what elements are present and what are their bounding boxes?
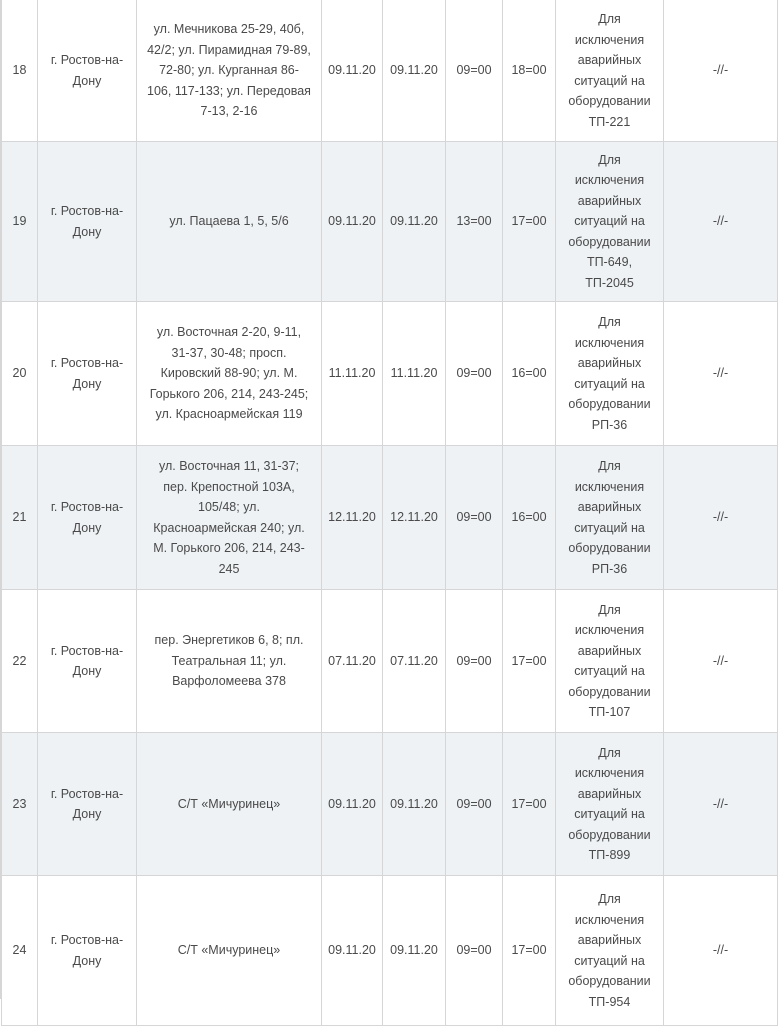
note-cell: -//- xyxy=(664,590,778,733)
time-start-cell: 09=00 xyxy=(446,0,503,142)
date-end-cell: 09.11.20 xyxy=(383,733,446,876)
time-end-cell: 18=00 xyxy=(503,0,556,142)
time-start-cell: 09=00 xyxy=(446,302,503,446)
address-cell: ул. Восточная 11, 31-37; пер. Крепостной 103А, 105/48; ул. Красноармейская 240; ул. М. Горького 206, 214, 243-245 xyxy=(137,446,322,590)
address-cell: ул. Пацаева 1, 5, 5/6 xyxy=(137,142,322,302)
address-cell: С/Т «Мичуринец» xyxy=(137,733,322,876)
city-cell: г. Ростов-на-Дону xyxy=(38,446,137,590)
table-row xyxy=(2,733,778,876)
table-row xyxy=(2,142,778,302)
city-cell: г. Ростов-на-Дону xyxy=(38,876,137,1026)
date-end-cell: 09.11.20 xyxy=(383,876,446,1026)
date-end-cell: 11.11.20 xyxy=(383,302,446,446)
time-start-cell: 09=00 xyxy=(446,446,503,590)
date-end-cell: 12.11.20 xyxy=(383,446,446,590)
city-cell: г. Ростов-на-Дону xyxy=(38,590,137,733)
row-number: 24 xyxy=(2,876,38,1026)
address-cell: ул. Мечникова 25-29, 40б, 42/2; ул. Пирамидная 79-89, 72-80; ул. Курганная 86-106, 117-133; ул. Передовая 7-13, 2-16 xyxy=(137,0,322,142)
reason-cell: Для исключения аварийных ситуаций на оборудовании РП-36 xyxy=(556,302,664,446)
time-start-cell: 13=00 xyxy=(446,142,503,302)
reason-cell: Для исключения аварийных ситуаций на оборудовании РП-36 xyxy=(556,446,664,590)
note-cell: -//- xyxy=(664,302,778,446)
outage-schedule-table xyxy=(1,0,778,1026)
note-cell: -//- xyxy=(664,446,778,590)
date-start-cell: 07.11.20 xyxy=(322,590,383,733)
time-start-cell: 09=00 xyxy=(446,733,503,876)
reason-cell: Для исключения аварийных ситуаций на оборудовании ТП-954 xyxy=(556,876,664,1026)
table-row xyxy=(2,446,778,590)
row-number: 20 xyxy=(2,302,38,446)
time-end-cell: 17=00 xyxy=(503,876,556,1026)
time-end-cell: 17=00 xyxy=(503,733,556,876)
table-row xyxy=(2,590,778,733)
note-cell: -//- xyxy=(664,0,778,142)
row-number: 19 xyxy=(2,142,38,302)
city-cell: г. Ростов-на-Дону xyxy=(38,0,137,142)
reason-cell: Для исключения аварийных ситуаций на оборудовании ТП-107 xyxy=(556,590,664,733)
table-row xyxy=(2,302,778,446)
row-number: 18 xyxy=(2,0,38,142)
date-start-cell: 11.11.20 xyxy=(322,302,383,446)
reason-cell: Для исключения аварийных ситуаций на оборудовании ТП-221 xyxy=(556,0,664,142)
address-cell: С/Т «Мичуринец» xyxy=(137,876,322,1026)
date-start-cell: 09.11.20 xyxy=(322,876,383,1026)
note-cell: -//- xyxy=(664,142,778,302)
date-start-cell: 09.11.20 xyxy=(322,142,383,302)
date-start-cell: 09.11.20 xyxy=(322,0,383,142)
reason-cell: Для исключения аварийных ситуаций на оборудовании ТП-899 xyxy=(556,733,664,876)
time-end-cell: 16=00 xyxy=(503,302,556,446)
date-end-cell: 09.11.20 xyxy=(383,142,446,302)
date-start-cell: 09.11.20 xyxy=(322,733,383,876)
reason-cell: Для исключения аварийных ситуаций на оборудовании ТП-649, ТП-2045 xyxy=(556,142,664,302)
note-cell: -//- xyxy=(664,876,778,1026)
row-number: 21 xyxy=(2,446,38,590)
time-end-cell: 16=00 xyxy=(503,446,556,590)
address-cell: ул. Восточная 2-20, 9-11, 31-37, 30-48; просп. Кировский 88-90; ул. М. Горького 206, 214, 243-245; ул. Красноармейская 119 xyxy=(137,302,322,446)
address-cell: пер. Энергетиков 6, 8; пл. Театральная 11; ул. Варфоломеева 378 xyxy=(137,590,322,733)
date-end-cell: 07.11.20 xyxy=(383,590,446,733)
note-cell: -//- xyxy=(664,733,778,876)
time-start-cell: 09=00 xyxy=(446,590,503,733)
city-cell: г. Ростов-на-Дону xyxy=(38,733,137,876)
table-row xyxy=(2,876,778,1026)
city-cell: г. Ростов-на-Дону xyxy=(38,302,137,446)
table-row xyxy=(2,0,778,142)
time-end-cell: 17=00 xyxy=(503,590,556,733)
city-cell: г. Ростов-на-Дону xyxy=(38,142,137,302)
date-end-cell: 09.11.20 xyxy=(383,0,446,142)
time-start-cell: 09=00 xyxy=(446,876,503,1026)
date-start-cell: 12.11.20 xyxy=(322,446,383,590)
row-number: 23 xyxy=(2,733,38,876)
row-number: 22 xyxy=(2,590,38,733)
time-end-cell: 17=00 xyxy=(503,142,556,302)
